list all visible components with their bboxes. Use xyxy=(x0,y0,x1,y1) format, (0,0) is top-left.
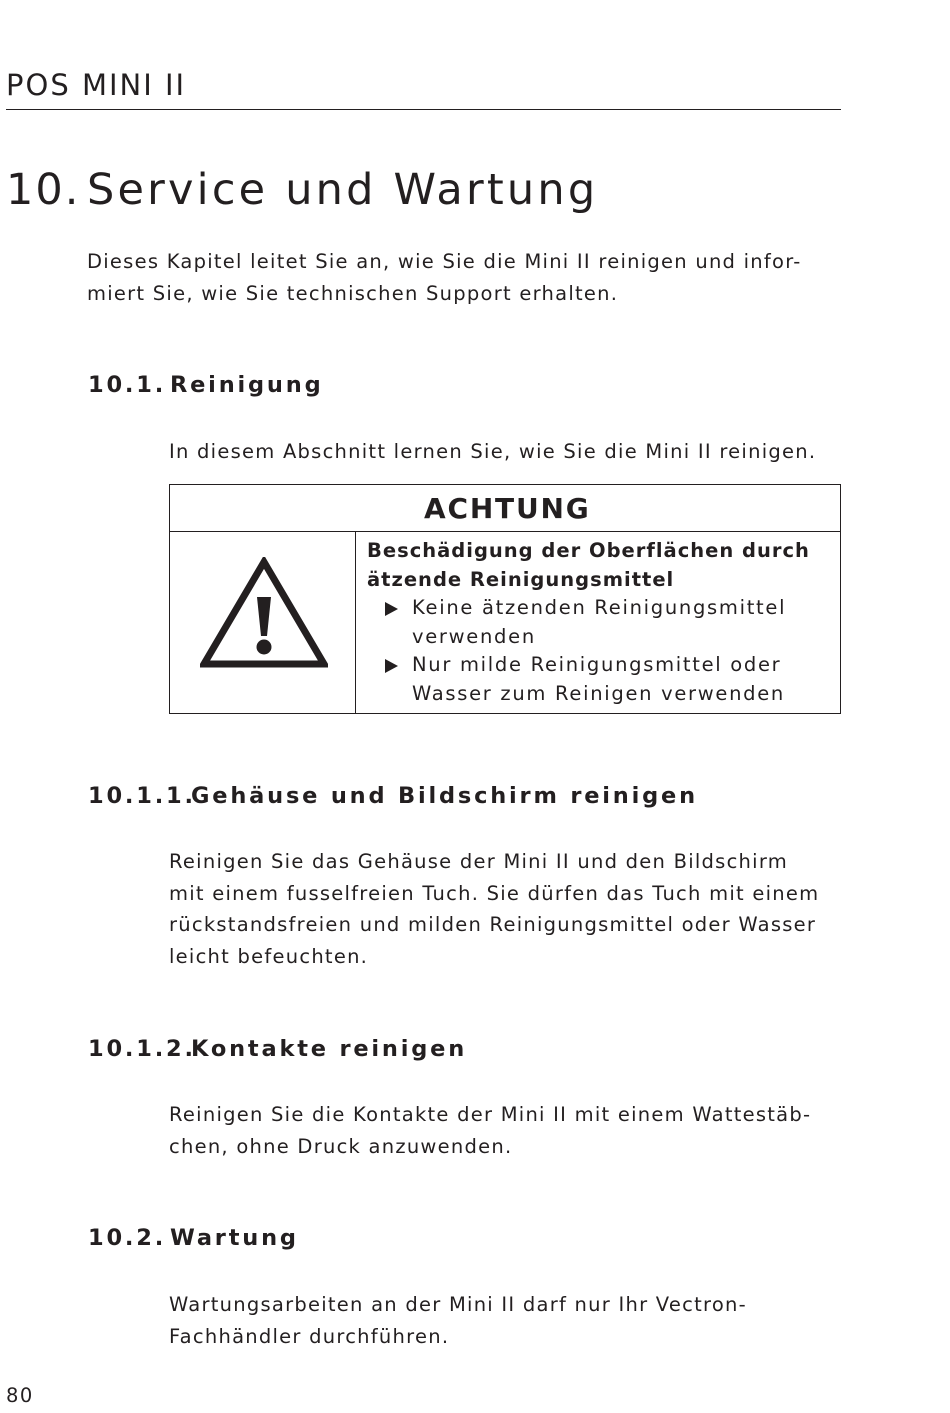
warning-box xyxy=(169,484,841,714)
section-title: Gehäuse und Bildschirm reinigen xyxy=(191,783,698,809)
warning-icon-cell xyxy=(170,532,356,713)
warning-hazard-line: Beschädigung der Oberflächen durch xyxy=(367,539,810,562)
section-title: Kontakte reinigen xyxy=(191,1036,468,1062)
section-number: 10.1.2. xyxy=(88,1036,196,1062)
warning-item-line: Nur milde Reinigungsmittel oder xyxy=(412,653,782,677)
section-number: 10.1. xyxy=(88,372,167,398)
page-number: 80 xyxy=(6,1384,34,1407)
section-number: 10.2. xyxy=(88,1225,167,1251)
warning-item xyxy=(367,651,837,708)
chapter-intro-line: miert Sie, wie Sie technischen Support erhalten. xyxy=(87,281,619,305)
bullet-arrow-icon xyxy=(385,659,398,673)
paragraph-line: chen, ohne Druck anzuwenden. xyxy=(169,1134,513,1158)
warning-triangle-icon xyxy=(200,557,328,669)
section-text-kontakte xyxy=(169,1099,849,1162)
paragraph-line: leicht befeuchten. xyxy=(169,944,369,968)
warning-item xyxy=(367,594,837,651)
warning-header xyxy=(170,485,840,532)
chapter-intro xyxy=(87,246,847,309)
warning-hazard-line: ätzende Reinigungsmittel xyxy=(367,567,675,591)
running-header: POS MINI II xyxy=(6,68,187,102)
section-number: 10.1.1. xyxy=(88,783,196,809)
paragraph-line: Wartungsarbeiten an der Mini II darf nur Ihr Vectron- xyxy=(169,1293,747,1316)
section-title: Wartung xyxy=(170,1225,299,1251)
paragraph-line: rückstandsfreien und milden Reinigungsmittel oder Wasser xyxy=(169,913,817,937)
section-text-reinigung: In diesem Abschnitt lernen Sie, wie Sie die Mini II reinigen. xyxy=(169,440,817,463)
section-text-gehaeuse xyxy=(169,846,849,972)
section-heading-wartung xyxy=(88,1225,299,1251)
section-heading-kontakte xyxy=(88,1036,467,1062)
warning-item-line: verwenden xyxy=(412,624,536,648)
header-rule xyxy=(6,109,841,110)
section-heading-gehaeuse xyxy=(88,783,698,809)
section-title: Reinigung xyxy=(170,372,324,398)
chapter-number: 10. xyxy=(6,165,81,215)
bullet-arrow-icon xyxy=(385,602,398,616)
warning-item-line: Keine ätzenden Reinigungsmittel xyxy=(412,596,787,620)
section-heading-reinigung xyxy=(88,372,323,398)
paragraph-line: Reinigen Sie das Gehäuse der Mini II und den Bildschirm xyxy=(169,850,789,873)
warning-signal-word: ACHTUNG xyxy=(424,492,591,525)
warning-item-line: Wasser zum Reinigen verwenden xyxy=(412,681,785,705)
chapter-intro-line: Dieses Kapitel leitet Sie an, wie Sie die Mini II reinigen und infor- xyxy=(87,250,802,273)
section-text-wartung xyxy=(169,1289,849,1352)
chapter-title: Service und Wartung xyxy=(87,165,599,215)
paragraph-line: Reinigen Sie die Kontakte der Mini II mit einem Wattestäb- xyxy=(169,1103,812,1126)
paragraph-line: mit einem fusselfreien Tuch. Sie dürfen das Tuch mit einem xyxy=(169,881,820,905)
paragraph-line: Fachhändler durchführen. xyxy=(169,1324,450,1348)
warning-body xyxy=(367,537,837,709)
